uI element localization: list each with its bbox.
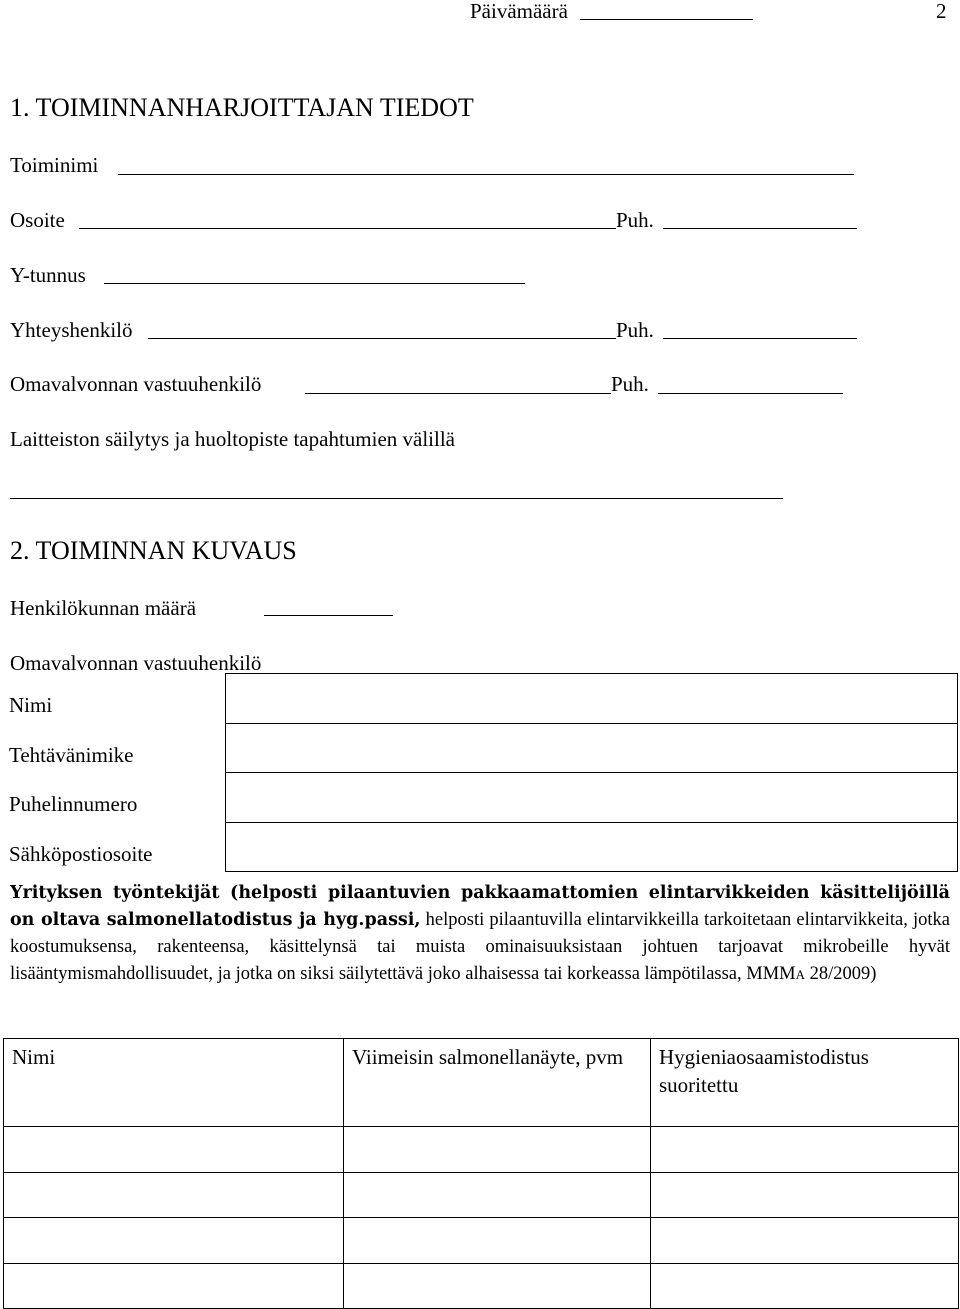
staff-count-label: Henkilökunnan määrä: [10, 596, 197, 620]
responsible-phone-label: Puhelinnumero: [3, 773, 226, 823]
page-number: 2: [936, 0, 947, 23]
address-line[interactable]: [79, 228, 616, 229]
responsible-row: [3, 773, 958, 823]
employees-note-subscript: A: [795, 967, 805, 982]
employee-name-header: Nimi: [4, 1039, 344, 1127]
employee-name-cell[interactable]: [4, 1263, 344, 1309]
company-name-label: Toiminimi: [10, 153, 99, 177]
employees-note-end: 28/2009): [805, 964, 877, 984]
contact-person-line[interactable]: [148, 338, 616, 339]
responsible-title-label: Tehtävänimike: [3, 723, 226, 773]
employee-salmonella-cell[interactable]: [344, 1218, 651, 1264]
employees-note-text: helposti pilaantuvilla elintarvikkeilla tarkoitetaan elintarvikkeita, jotka koostumuksensa, rakenteensa, käsittelynsä tai muista ominaisuuksistaan johtuen tarjoavat mikrobeille hyvät lisääntymismahdollisuudet, ja jotka on siksi säilytettävä joko alhaisessa tai korkeassa lämpötilassa, MMM: [10, 910, 950, 984]
table-row: [4, 1172, 959, 1218]
responsible-person-table: [3, 673, 958, 872]
employee-table-header-row: [4, 1039, 959, 1127]
responsible-name-label: Nimi: [3, 674, 226, 724]
employee-name-cell[interactable]: [4, 1218, 344, 1264]
employee-name-cell[interactable]: [4, 1172, 344, 1218]
employee-hygiene-cell[interactable]: [651, 1263, 959, 1309]
table-row: [4, 1127, 959, 1173]
responsible-email-field[interactable]: [226, 822, 958, 872]
employee-hygiene-header: Hygieniaosaamistodistus suoritettu: [651, 1039, 959, 1127]
employee-table: [3, 1038, 959, 1309]
equipment-storage-line[interactable]: [10, 498, 783, 499]
responsible-title-field[interactable]: [226, 723, 958, 773]
employees-note-bold: Yrityksen työntekijät (helposti pilaantuvien pakkaamattomien elintarvikkeiden käsittelijöillä on oltava salmonellatodistus ja hyg.passi,: [10, 883, 950, 930]
employee-name-cell[interactable]: [4, 1127, 344, 1173]
employee-salmonella-cell[interactable]: [344, 1263, 651, 1309]
table-row: [4, 1263, 959, 1309]
contact-person-label: Yhteyshenkilö: [10, 318, 133, 342]
responsible-email-label: Sähköpostiosoite: [3, 822, 226, 872]
employee-hygiene-cell[interactable]: [651, 1172, 959, 1218]
business-id-line[interactable]: [104, 283, 525, 284]
self-monitoring-phone-label: Puh.: [611, 372, 649, 396]
employee-salmonella-cell[interactable]: [344, 1172, 651, 1218]
table-row: [4, 1218, 959, 1264]
business-id-label: Y-tunnus: [10, 263, 86, 287]
self-monitoring-phone-line[interactable]: [658, 393, 843, 394]
address-label: Osoite: [10, 208, 65, 232]
date-label: Päivämäärä: [470, 0, 568, 23]
responsible-row: [3, 723, 958, 773]
equipment-storage-label: Laitteiston säilytys ja huoltopiste tapahtumien välillä: [10, 427, 455, 451]
self-monitoring-person-label: Omavalvonnan vastuuhenkilö: [10, 372, 262, 396]
responsible-row: [3, 822, 958, 872]
responsible-heading: Omavalvonnan vastuuhenkilö: [10, 651, 262, 675]
responsible-row: [3, 674, 958, 724]
employee-hygiene-cell[interactable]: [651, 1218, 959, 1264]
address-phone-label: Puh.: [616, 208, 654, 232]
employee-hygiene-cell[interactable]: [651, 1127, 959, 1173]
responsible-name-field[interactable]: [226, 674, 958, 724]
employees-note: [10, 880, 950, 988]
section1-title: 1. TOIMINNANHARJOITTAJAN TIEDOT: [10, 93, 474, 122]
address-phone-line[interactable]: [663, 228, 857, 229]
responsible-phone-field[interactable]: [226, 773, 958, 823]
employee-salmonella-cell[interactable]: [344, 1127, 651, 1173]
company-name-line[interactable]: [118, 174, 854, 175]
contact-phone-label: Puh.: [616, 318, 654, 342]
employee-salmonella-header: Viimeisin salmonellanäyte, pvm: [344, 1039, 651, 1127]
section2-title: 2. TOIMINNAN KUVAUS: [10, 536, 297, 565]
date-input-line[interactable]: [580, 19, 753, 20]
self-monitoring-person-line[interactable]: [305, 393, 611, 394]
contact-phone-line[interactable]: [663, 338, 857, 339]
staff-count-line[interactable]: [264, 615, 393, 616]
